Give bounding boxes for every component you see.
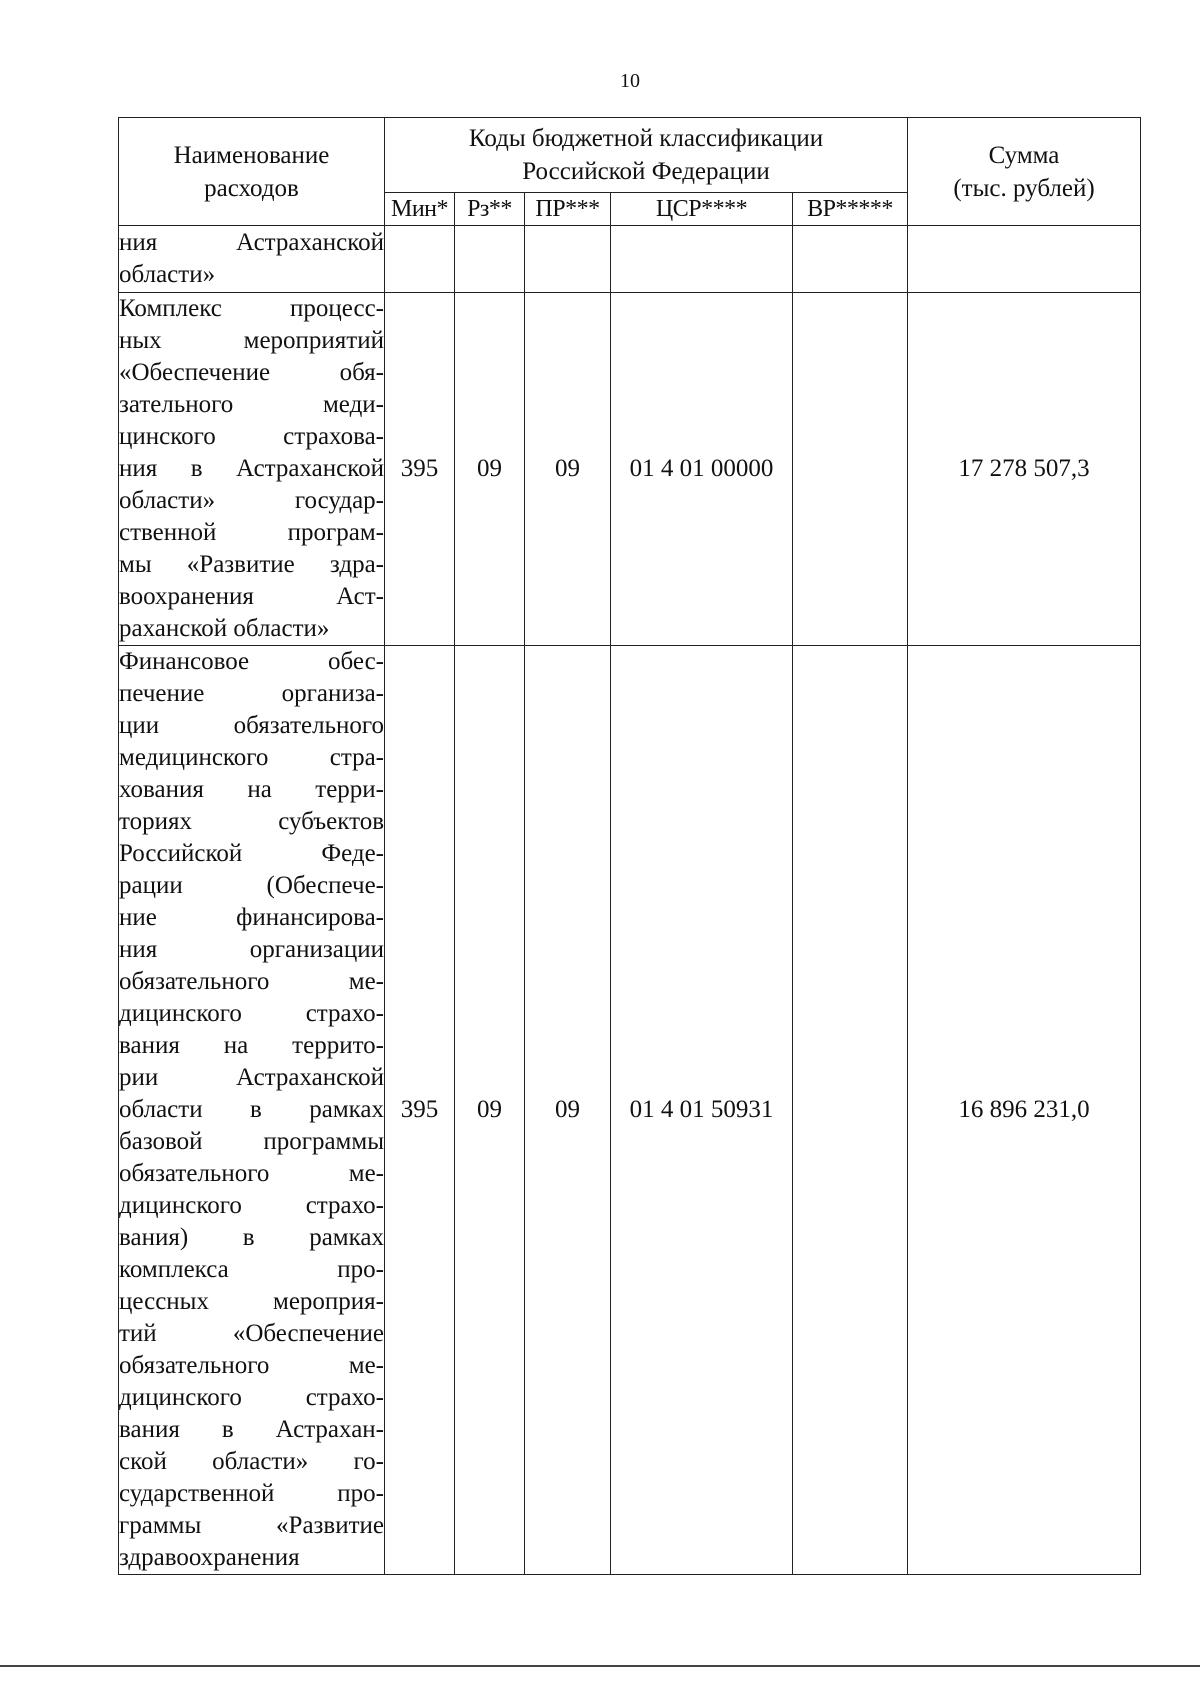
row-name-line: воохранения Аст- xyxy=(119,583,384,610)
row-name-line: вания) в рамках xyxy=(119,1224,384,1251)
cell-csr: 01 4 01 50931 xyxy=(611,646,793,1575)
row-name-line: вания на террито- xyxy=(119,1032,384,1059)
header-budget-codes xyxy=(385,118,908,193)
cell-sum: 16 896 231,0 xyxy=(908,646,1141,1575)
row-name-line: дицинского страхо- xyxy=(119,1000,384,1027)
row-name-line: области в рамках xyxy=(119,1096,384,1123)
row-name-line: обязательного ме- xyxy=(119,968,384,995)
cell-vr xyxy=(793,293,908,646)
row-name-line: цинского страхова- xyxy=(119,423,384,450)
row-name-line: ния Астраханской xyxy=(119,229,384,256)
row-name-line: «Обеспечение обя- xyxy=(119,359,384,386)
row-name xyxy=(119,226,385,293)
cell-vr xyxy=(793,646,908,1575)
header-sum xyxy=(908,118,1141,226)
row-name xyxy=(119,646,385,1575)
header-sum-line: (тыс. рублей) xyxy=(953,174,1095,202)
cell-pr: 09 xyxy=(525,293,611,646)
row-name-line: мы «Развитие здра- xyxy=(119,551,384,578)
row-name-line: зательного меди- xyxy=(119,391,384,418)
row-name-line: Российской Феде- xyxy=(119,840,384,867)
row-name-line: цессных мероприя- xyxy=(119,1288,384,1315)
row-name-line: области» xyxy=(119,261,216,288)
row-name-line: ции обязательного xyxy=(119,712,384,739)
row-name-line: Финансовое обес- xyxy=(119,648,384,675)
row-name-line: медицинского стра- xyxy=(119,744,384,771)
row-name-line: дицинского страхо- xyxy=(119,1192,384,1219)
cell-sum: 17 278 507,3 xyxy=(908,293,1141,646)
cell-vr xyxy=(793,226,908,293)
cell-min xyxy=(385,226,455,293)
row-name-line: ния в Астраханской xyxy=(119,455,384,482)
header-budget-codes-line: Коды бюджетной классификации xyxy=(468,125,824,152)
row-name xyxy=(119,293,385,646)
table-row xyxy=(119,226,1141,293)
cell-min: 395 xyxy=(385,646,455,1575)
row-name-line: здравоохранения xyxy=(119,1544,300,1571)
row-name-line: области» государ- xyxy=(119,487,384,514)
header-rz: Рз** xyxy=(455,193,525,226)
page-number: 10 xyxy=(620,70,640,92)
row-name-line: тий «Обеспечение xyxy=(119,1320,384,1347)
row-name-line: базовой программы xyxy=(119,1128,384,1155)
cell-csr xyxy=(611,226,793,293)
row-name-line: ториях субъектов xyxy=(119,808,384,835)
row-name-line: Комплекс процесс- xyxy=(119,295,384,322)
header-csr: ЦСР**** xyxy=(611,193,793,226)
row-name-line: рации (Обеспече- xyxy=(119,872,384,899)
table-row xyxy=(119,293,1141,646)
row-name-line: ние финансирова- xyxy=(119,904,384,931)
row-name-line: дицинского страхо- xyxy=(119,1384,384,1411)
row-name-line: сударственной про- xyxy=(119,1480,384,1507)
row-name-line: комплекса про- xyxy=(119,1256,384,1283)
cell-csr: 01 4 01 00000 xyxy=(611,293,793,646)
row-name-line: ных мероприятий xyxy=(119,327,384,354)
header-sum-line: Сумма xyxy=(988,141,1060,169)
table-row xyxy=(119,646,1141,1575)
row-name-line: рии Астраханской xyxy=(119,1064,384,1091)
header-vr: ВР***** xyxy=(793,193,908,226)
header-budget-codes-line: Российской Федерации xyxy=(522,158,770,185)
header-expense-name-line: расходов xyxy=(204,174,299,202)
row-name-line: ния организации xyxy=(119,936,384,963)
page-bottom-rule xyxy=(0,1665,1200,1667)
header-pr: ПР*** xyxy=(525,193,611,226)
cell-min: 395 xyxy=(385,293,455,646)
row-name-line: печение организа- xyxy=(119,680,384,707)
cell-rz: 09 xyxy=(455,646,525,1575)
cell-sum xyxy=(908,226,1141,293)
cell-pr: 09 xyxy=(525,646,611,1575)
row-name-line: раханской области» xyxy=(119,615,330,642)
row-name-line: обязательного ме- xyxy=(119,1352,384,1379)
row-name-line: ственной програм- xyxy=(119,519,384,546)
row-name-line: обязательного ме- xyxy=(119,1160,384,1187)
row-name-line: граммы «Развитие xyxy=(119,1512,384,1539)
cell-rz xyxy=(455,226,525,293)
row-name-line: ской области» го- xyxy=(119,1448,384,1475)
row-name-line: вания в Астрахан- xyxy=(119,1416,384,1443)
header-expense-name-line: Наименование xyxy=(173,141,330,169)
row-name-line: хования на терри- xyxy=(119,776,384,803)
cell-rz: 09 xyxy=(455,293,525,646)
header-min: Мин* xyxy=(385,193,455,226)
header-expense-name xyxy=(119,118,385,226)
cell-pr xyxy=(525,226,611,293)
budget-table xyxy=(118,117,1141,1575)
